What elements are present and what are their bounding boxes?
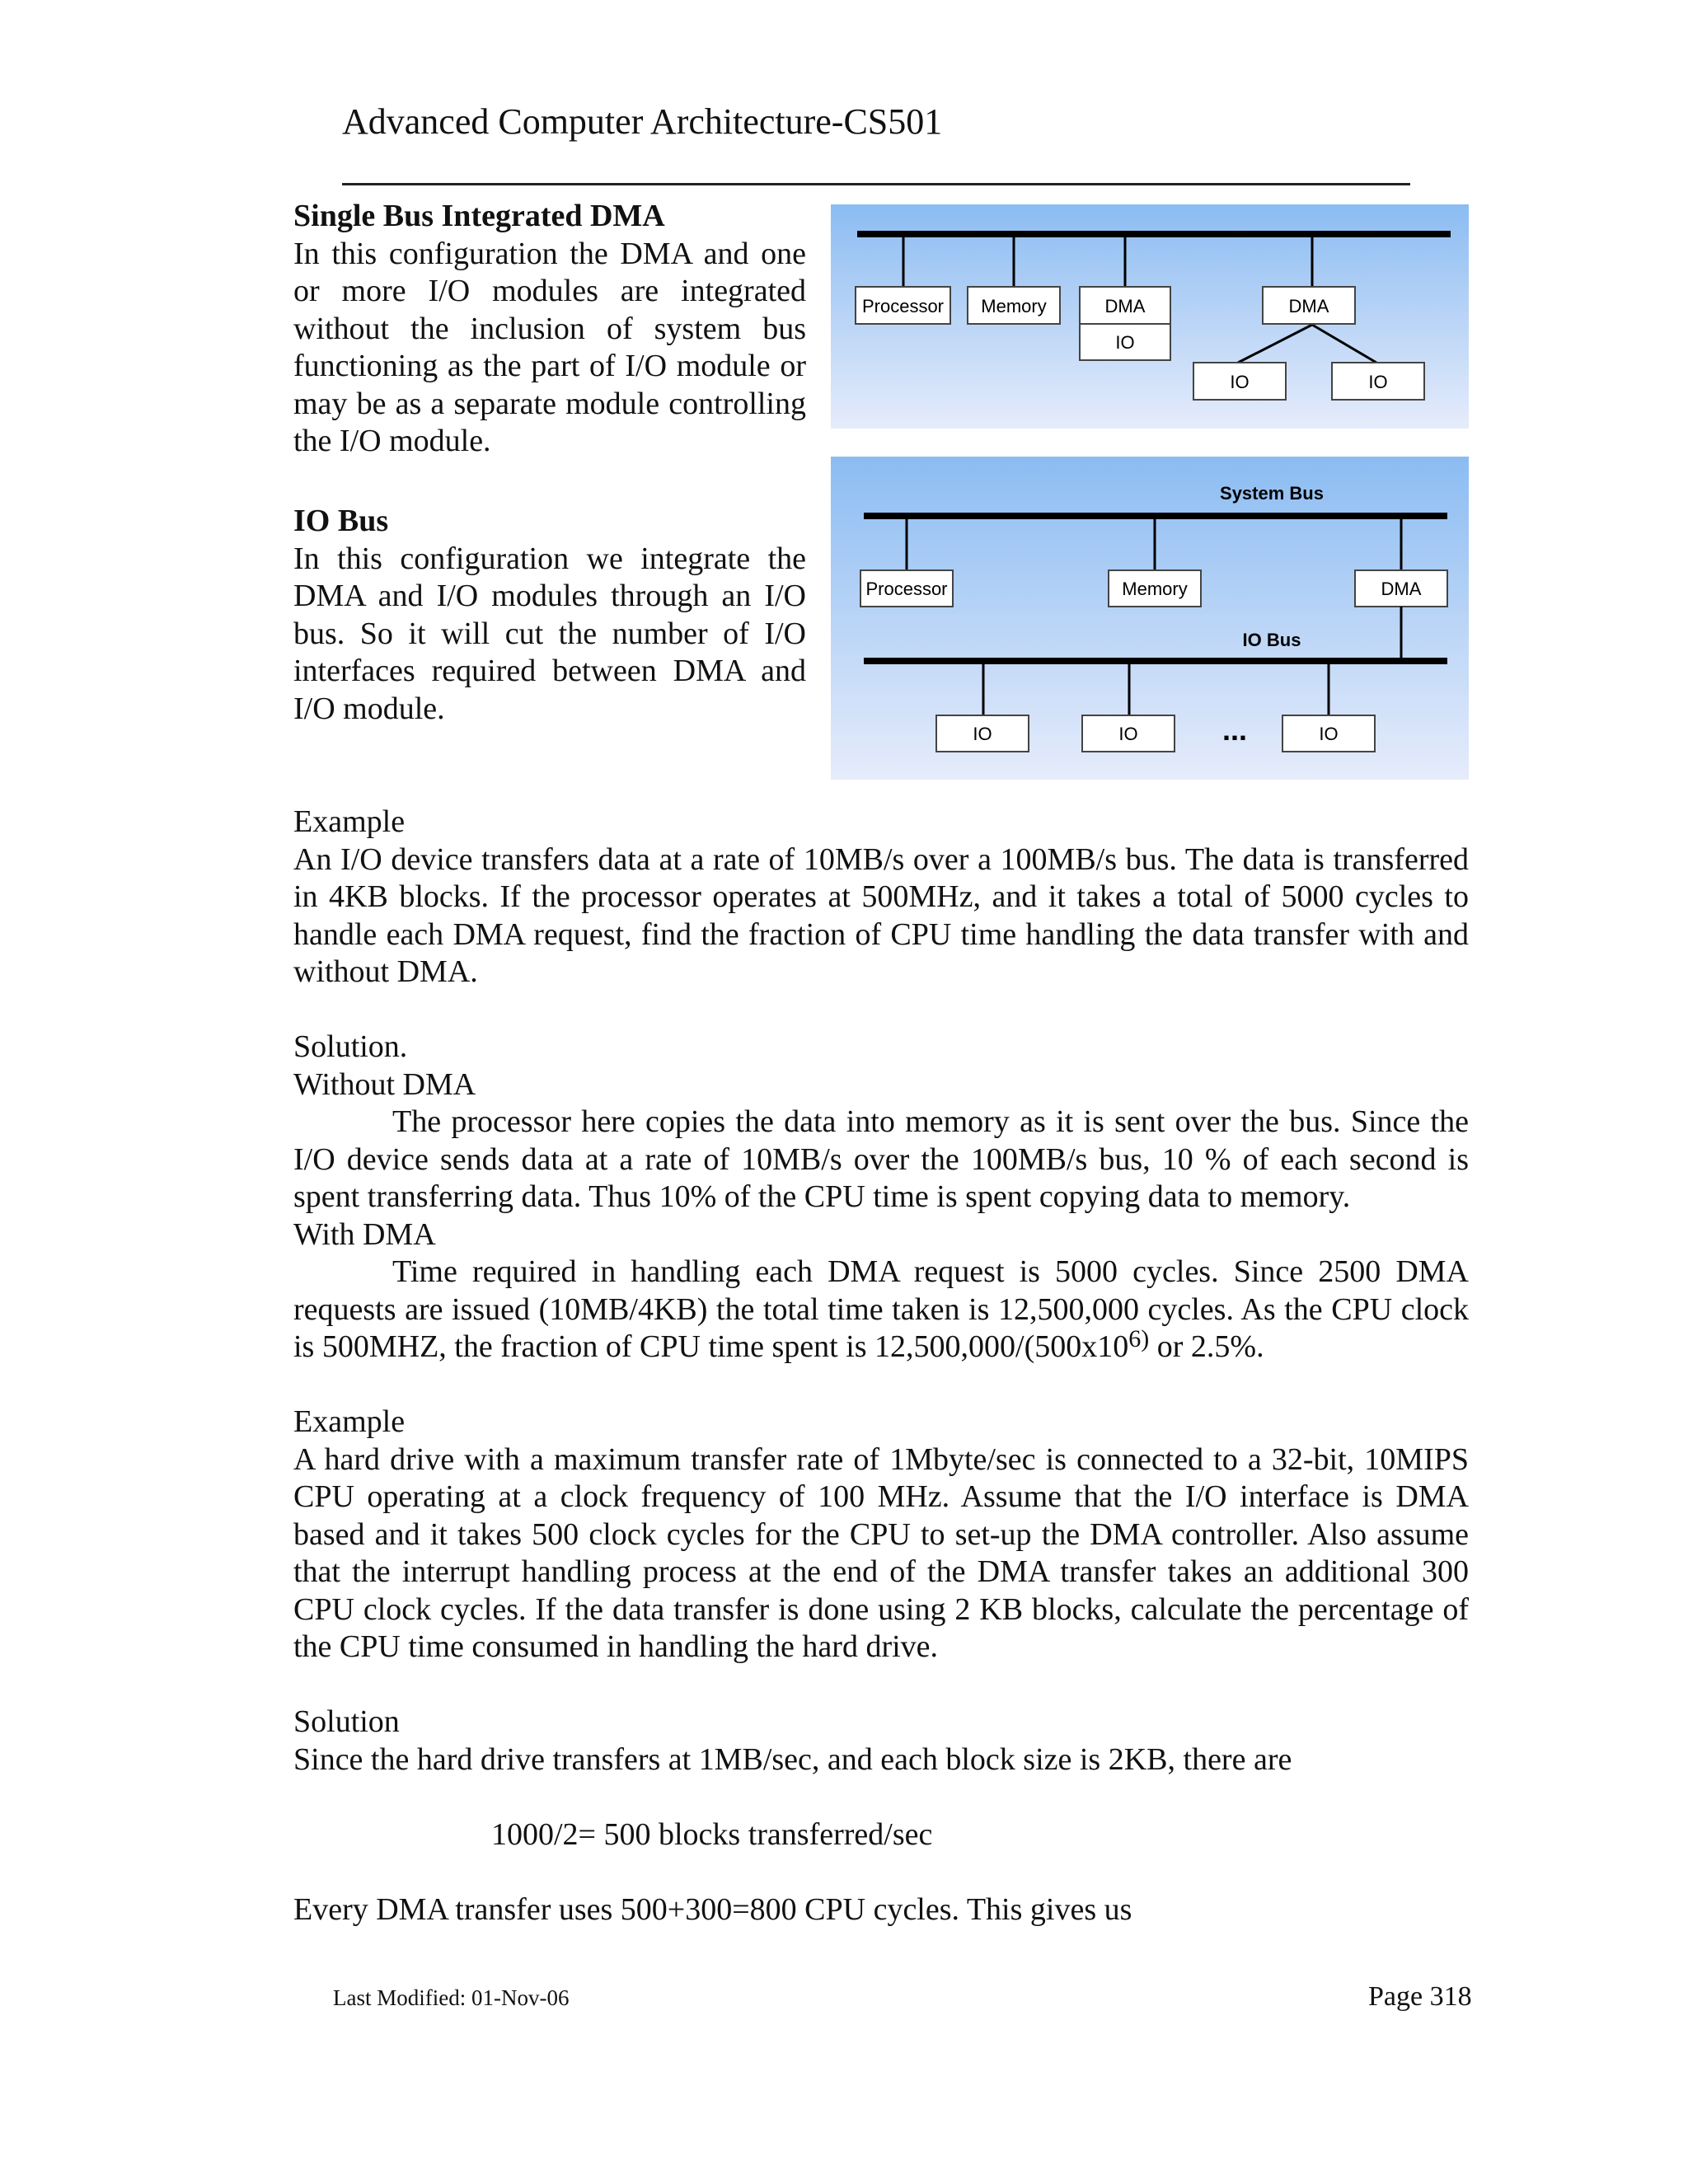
- without-dma-text: The processor here copies the data into memory as it is sent over the bus. Since the I/O device sends data at a rate of 10MB/s over the 100MB/s bus, 10 % of each second is spent transferring data. Thus 10% of the CPU time is spent copying data to memory.: [293, 1104, 1469, 1214]
- memory-label: Memory: [981, 296, 1047, 316]
- memory-label: Memory: [1122, 579, 1188, 599]
- example-text: An I/O device transfers data at a rate of 10MB/s over a 100MB/s bus. The data is transferred in 4KB blocks. If the processor operates at 500MHz, and it takes a total of 5000 cycles to handle each DMA request, find the fraction of CPU time handling the data transfer with and without DMA.: [293, 841, 1469, 989]
- io-box-2: [1332, 363, 1424, 400]
- io-label: IO: [973, 724, 992, 744]
- single-bus-dma-diagram: [831, 204, 1469, 429]
- header-rule: [342, 183, 1410, 185]
- section-io-bus: [293, 503, 806, 728]
- example2-text: A hard drive with a maximum transfer rate of 1Mbyte/sec is connected to a 32-bit, 10MIPS CPU operating at a clock frequency of 100 MHz. Assume that the I/O interface is DMA based and it takes 500 clock cycles for the CPU to set-up the DMA controller. Also assume that the interrupt handling process at the end of the DMA transfer takes an additional 300 CPU clock cycles. If the data transfer is done using 2 KB blocks, calculate the percentage of the CPU time consumed in handling the hard drive.: [293, 1441, 1469, 1664]
- example-label: Example: [293, 804, 406, 839]
- solution2-label: Solution: [293, 1704, 400, 1739]
- with-dma-tail: or 2.5%.: [1149, 1329, 1264, 1364]
- processor-box: [860, 570, 953, 607]
- example2-label: Example: [293, 1404, 406, 1439]
- with-dma-main: Time required in handling each DMA request is 5000 cycles. Since 2500 DMA requests are issued (10MB/4KB) the total time taken is 12,500,000 cycles. As the CPU clock is 500MHZ, the fraction of CPU time spent is 12,500,000/(500x10: [293, 1254, 1469, 1364]
- main-body: [293, 804, 1469, 1929]
- processor-label: Processor: [865, 579, 948, 599]
- io-label: IO: [1319, 724, 1339, 744]
- io-label: IO: [1115, 332, 1135, 353]
- dma-box-separate: [1263, 287, 1355, 324]
- with-dma-label: With DMA: [293, 1216, 436, 1252]
- exponent: 6): [1128, 1325, 1150, 1352]
- io-bus-diagram: [831, 457, 1469, 780]
- io-box-2: [1082, 715, 1175, 752]
- io-label: IO: [1118, 724, 1138, 744]
- io-box-1: [1193, 363, 1286, 400]
- io-label: IO: [1368, 372, 1388, 392]
- memory-box: [1109, 570, 1201, 607]
- footer-last-modified: Last Modified: 01-Nov-06: [333, 1985, 570, 2010]
- dma-label: DMA: [1104, 296, 1146, 316]
- dma-label: DMA: [1288, 296, 1329, 316]
- io-box-1: [936, 715, 1029, 752]
- section-heading: Single Bus Integrated DMA: [293, 199, 665, 233]
- dma-label: DMA: [1381, 579, 1422, 599]
- dma-box-integrated: [1080, 287, 1170, 324]
- footer-page-number: Page 318: [1368, 1981, 1472, 2012]
- section-text: In this configuration we integrate the DMA and I/O modules through an I/O bus. So it will cut the number of I/O interfaces required between DMA and I/O module.: [293, 541, 806, 726]
- section-text: In this configuration the DMA and one or more I/O modules are integrated without the inclusion of system bus functioning as the part of I/O module or may be as a separate module controlling the I/O module.: [293, 236, 806, 458]
- io-box-3: [1282, 715, 1375, 752]
- processor-label: Processor: [861, 296, 945, 316]
- io-box-integrated: [1080, 324, 1170, 360]
- with-dma-text: [293, 1254, 1469, 1366]
- solution2-text: Since the hard drive transfers at 1MB/sec, and each block size is 2KB, there are: [293, 1741, 1292, 1777]
- without-dma-label: Without DMA: [293, 1066, 476, 1102]
- processor-box: [856, 287, 950, 324]
- memory-box: [968, 287, 1060, 324]
- equation: 1000/2= 500 blocks transferred/sec: [491, 1816, 933, 1852]
- io-label: IO: [1230, 372, 1250, 392]
- dma-box: [1355, 570, 1447, 607]
- io-bus-label: IO Bus: [1242, 630, 1301, 650]
- ellipsis-label: ...: [1221, 713, 1248, 747]
- system-bus-label: System Bus: [1220, 483, 1324, 504]
- page-header-title: Advanced Computer Architecture-CS501: [342, 101, 943, 142]
- solution2-text2: Every DMA transfer uses 500+300=800 CPU cycles. This gives us: [293, 1891, 1132, 1927]
- section-single-bus: [293, 198, 806, 461]
- section-heading: IO Bus: [293, 504, 389, 538]
- solution-label: Solution.: [293, 1029, 408, 1064]
